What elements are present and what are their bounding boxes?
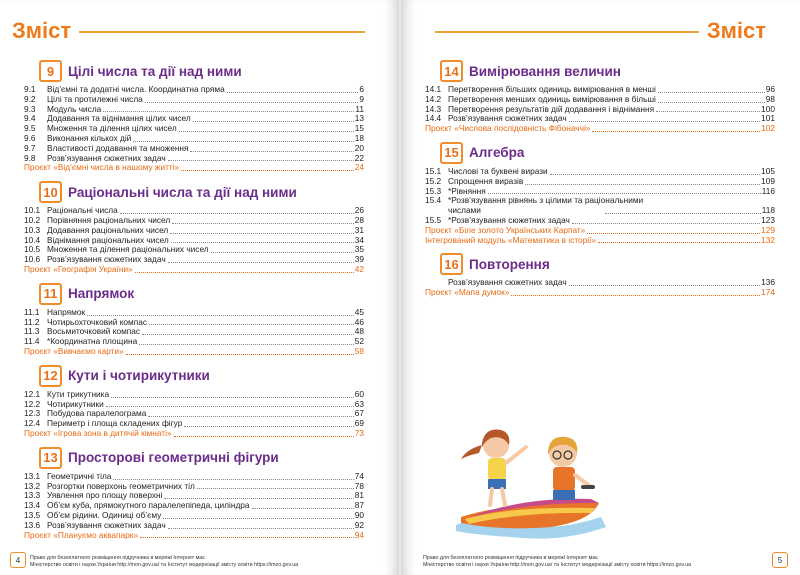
toc-item-text: Проєкт «Числова послідовність Фібоначчі» — [425, 123, 591, 134]
toc-item-text: *Координатна площина — [47, 336, 138, 347]
toc-leader-dots — [569, 285, 761, 286]
toc-item-text: Множення та ділення цілих чисел — [47, 123, 177, 134]
toc-page-number: 39 — [354, 254, 364, 265]
toc-page-number: 81 — [354, 490, 364, 501]
footer-line-1: Право для безоплатного розміщення підручника в мережі Інтернет має — [423, 555, 598, 561]
toc-page-number: 9 — [359, 93, 364, 104]
toc-page-number: 13 — [354, 113, 364, 124]
toc-project-link[interactable] — [425, 288, 775, 298]
toc-page-number: 60 — [354, 388, 364, 399]
right-page — [401, 0, 800, 575]
toc-item-text: Модуль числа — [47, 103, 102, 114]
chapter-section — [24, 447, 364, 541]
toc-page-number: 174 — [761, 287, 775, 298]
toc-item-number: 10.6 — [24, 254, 41, 265]
boat-wheel — [581, 485, 595, 489]
toc-item-text: Віднімання раціональних чисел — [47, 234, 169, 245]
children-on-boat-illustration — [451, 405, 611, 545]
right-header — [401, 18, 800, 44]
toc-leader-dots — [168, 262, 354, 263]
toc-leader-dots — [587, 233, 760, 234]
chapter-number-badge: 14 — [440, 60, 463, 82]
toc-leader-dots — [174, 436, 354, 437]
footer-note — [30, 555, 370, 569]
toc-leader-dots — [658, 92, 765, 93]
toc-leader-dots — [572, 223, 760, 224]
chapter-heading[interactable] — [24, 365, 364, 387]
toc-leader-dots — [605, 213, 760, 214]
toc-page-number: 11 — [355, 103, 364, 114]
toc-leader-dots — [211, 252, 354, 253]
toc-item-text: Чотирикутники — [47, 398, 104, 409]
toc-item-number: 10.2 — [24, 214, 41, 225]
toc-page-number: 73 — [354, 427, 364, 438]
toc-leader-dots — [168, 528, 354, 529]
toc-page-number: 116 — [761, 185, 775, 196]
toc-page-number: 24 — [354, 162, 364, 173]
toc-item-text: Спрощення виразів — [448, 175, 524, 186]
toc-leader-dots — [184, 426, 353, 427]
girl-arm — [506, 447, 526, 463]
page-title: Зміст — [706, 18, 766, 43]
toc-page-number: 34 — [354, 234, 364, 245]
toc-leader-dots — [148, 416, 353, 417]
chapter-title: Алгебра — [469, 145, 525, 161]
toc-page-number: 35 — [354, 244, 364, 255]
chapter-number-badge: 12 — [39, 365, 62, 387]
chapter-heading[interactable] — [425, 142, 775, 164]
chapter-section — [425, 253, 775, 298]
toc-page-number: 46 — [354, 316, 364, 327]
toc-item-number: 12.4 — [24, 418, 41, 429]
toc-item-text: Порівняння раціональних чисел — [47, 214, 171, 225]
toc-item-number: 9.3 — [24, 103, 36, 114]
toc-leader-dots — [164, 498, 353, 499]
footer-note — [423, 555, 763, 569]
toc-page-number: 123 — [761, 214, 775, 225]
footer-line-2: Міністерство освіти і науки України http://mon.gov.ua/ та Інститут модернізації змісту освіти https://imzo.gov.ua — [30, 562, 299, 568]
toc-leader-dots — [658, 102, 765, 103]
toc-page-number: 52 — [354, 336, 364, 347]
page-number: 5 — [772, 552, 788, 568]
chapter-title: Вимірювання величин — [469, 63, 621, 79]
toc-page-number: 92 — [354, 519, 364, 530]
toc-item-number: 9.2 — [24, 93, 36, 104]
toc-leader-dots — [181, 170, 354, 171]
toc-leader-dots — [171, 242, 354, 243]
toc-leader-dots — [488, 193, 761, 194]
toc-item-number: 13.5 — [24, 509, 41, 520]
chapter-number-badge: 15 — [440, 142, 463, 164]
toc-item-text: Множення та ділення раціональних чисел — [47, 244, 209, 255]
toc-item-number: 14.2 — [425, 93, 442, 104]
footer-line-1: Право для безоплатного розміщення підручника в мережі Інтернет має — [30, 555, 205, 561]
chapter-heading[interactable] — [24, 60, 364, 82]
toc-item-text: Розв’язування сюжетних задач — [448, 277, 567, 288]
toc-item-number: 13.1 — [24, 470, 41, 481]
toc-item-number: 10.5 — [24, 244, 41, 255]
toc-item-text: Геометричні тіла — [47, 470, 112, 481]
toc-item-text: Периметр і площа складених фігур — [47, 418, 183, 429]
toc-leader-dots — [525, 184, 760, 185]
toc-page-number: 74 — [354, 470, 364, 481]
toc-leader-dots — [592, 131, 760, 132]
header-rule — [435, 31, 699, 33]
toc-page-number: 118 — [761, 205, 776, 216]
toc-item-text: Проєкт «Географія України» — [24, 263, 133, 274]
chapter-heading[interactable] — [425, 60, 775, 82]
toc-leader-dots — [126, 354, 354, 355]
toc-item-text: Перетворення більших одиниць вимірювання в менші — [448, 84, 656, 94]
toc-page-number: 102 — [761, 123, 775, 134]
toc-page-number: 48 — [354, 326, 364, 337]
chapter-section — [425, 142, 775, 245]
toc-leader-dots — [550, 174, 760, 175]
toc-item-text: Розв’язування сюжетних задач — [47, 519, 166, 530]
toc-item-text: Числові та буквені вирази — [448, 165, 548, 176]
chapter-title: Напрямок — [68, 286, 135, 302]
chapter-number-badge: 11 — [39, 283, 62, 305]
toc-item-text: Восьмиточковий компас — [47, 326, 141, 337]
toc-page-number: 132 — [761, 234, 775, 245]
toc-page-number: 129 — [761, 224, 775, 235]
toc-item-number: 10.4 — [24, 234, 41, 245]
toc-leader-dots — [140, 537, 354, 538]
toc-item-number: 13.4 — [24, 500, 41, 511]
toc-page-number: 15 — [354, 123, 364, 134]
page-number: 4 — [10, 552, 26, 568]
chapter-section — [24, 60, 364, 173]
toc-item-text: Проєкт «Біле золото Українських Карпат» — [425, 224, 586, 235]
toc-integration-link[interactable] — [425, 236, 775, 246]
toc-page-number: 22 — [354, 152, 364, 163]
toc-item-number: 11.4 — [24, 336, 40, 347]
toc-item-number: 11.1 — [24, 306, 40, 317]
toc-item-text: Додавання та віднімання цілих чисел — [47, 113, 191, 124]
chapter-number-badge: 10 — [39, 181, 62, 203]
toc-page-number: 100 — [761, 103, 775, 114]
toc-page-number: 87 — [354, 500, 364, 511]
toc-item-number: 11.3 — [24, 326, 40, 337]
toc-item-number: 15.3 — [425, 185, 442, 196]
toc-item-text-continued: числами — [448, 205, 481, 216]
toc-page-number: 28 — [354, 214, 364, 225]
toc-page-number: 26 — [354, 205, 364, 216]
toc-leader-dots — [227, 92, 359, 93]
toc-item-number: 9.1 — [24, 84, 36, 94]
toc-item-text: *Розв’язування сюжетних задач — [448, 214, 570, 225]
toc-item-text: Перетворення результатів дій додавання і віднімання — [448, 103, 655, 114]
toc-item-text: Інтегрований модуль «Математика в історії» — [425, 234, 597, 245]
toc-page-number: 98 — [765, 93, 775, 104]
toc-item-number: 13.3 — [24, 490, 41, 501]
toc-item-text: Проєкт «Вивчаємо карти» — [24, 345, 124, 356]
toc-leader-dots — [113, 479, 353, 480]
toc-leader-dots — [598, 242, 760, 243]
toc-item-text: Розв’язування сюжетних задач — [47, 254, 166, 265]
right-toc — [425, 60, 775, 306]
toc-page-number: 67 — [354, 408, 364, 419]
girl-legs — [490, 489, 505, 505]
toc-leader-dots — [197, 488, 354, 489]
toc-page-number: 94 — [354, 529, 364, 540]
toc-project-link[interactable] — [24, 531, 364, 541]
toc-page-number: 58 — [354, 345, 364, 356]
left-page — [0, 0, 399, 575]
toc-item-text: Чотирьохточковий компас — [47, 316, 147, 327]
toc-item-number: 10.1 — [24, 205, 41, 216]
header-rule — [79, 31, 365, 33]
toc-project-link[interactable] — [24, 163, 364, 173]
toc-leader-dots — [87, 315, 354, 316]
chapter-heading[interactable] — [425, 253, 775, 275]
toc-leader-dots — [111, 397, 354, 398]
toc-page-number: 96 — [765, 84, 775, 94]
toc-leader-dots — [135, 272, 354, 273]
toc-leader-dots — [133, 141, 353, 142]
chapter-title: Просторові геометричні фігури — [68, 450, 279, 466]
toc-item-text: Проєкт «Від’ємні числа в нашому житті» — [24, 162, 180, 173]
toc-item-text: Розв’язування сюжетних задач — [448, 113, 567, 124]
toc-page-number: 136 — [761, 277, 775, 288]
toc-item-text-block — [448, 196, 775, 216]
chapter-number-badge: 16 — [440, 253, 463, 275]
toc-item-text: Об’єм рідини. Одиниці об’єму — [47, 509, 162, 520]
left-toc — [24, 60, 364, 548]
toc-item[interactable] — [425, 196, 775, 216]
toc-project-link[interactable] — [24, 265, 364, 275]
toc-item-number: 9.5 — [24, 123, 36, 134]
toc-item-text: Додавання раціональних чисел — [47, 224, 169, 235]
toc-item-text: Властивості додавання та множення — [47, 142, 189, 153]
toc-item-number: 12.3 — [24, 408, 41, 419]
toc-item-text: Виконання кількох дій — [47, 132, 132, 143]
toc-page-number: 42 — [354, 263, 364, 274]
toc-project-link[interactable] — [24, 347, 364, 357]
toc-page-number: 20 — [354, 142, 364, 153]
chapter-section — [425, 60, 775, 134]
toc-item-text: Розгортки поверхонь геометричних тіл — [47, 480, 195, 491]
toc-leader-dots — [511, 295, 760, 296]
footer-line-2: Міністерство освіти і науки України http://mon.gov.ua/ та Інститут модернізації змісту освіти https://imzo.gov.ua — [423, 562, 692, 568]
toc-item-text: Кути трикутника — [47, 388, 110, 399]
toc-leader-dots — [120, 213, 354, 214]
girl-braid — [461, 445, 482, 459]
toc-leader-dots — [172, 223, 354, 224]
toc-leader-dots — [168, 160, 354, 161]
toc-leader-dots — [252, 508, 354, 509]
toc-item-text: Розв’язування сюжетних задач — [47, 152, 166, 163]
toc-item-number: 9.6 — [24, 132, 36, 143]
toc-leader-dots — [142, 334, 354, 335]
boy-shirt — [553, 467, 575, 491]
toc-page-number: 63 — [354, 398, 364, 409]
chapter-title: Раціональні числа та дії над ними — [68, 184, 297, 200]
toc-item-number: 14.1 — [425, 84, 442, 94]
toc-page-number: 78 — [354, 480, 364, 491]
toc-item-text: Уявлення про площу поверхні — [47, 490, 163, 501]
toc-item-text: Від’ємні та додатні числа. Координатна пряма — [47, 84, 225, 94]
toc-item-text: Проєкт «Ігрова зона в дитячій кімнаті» — [24, 427, 172, 438]
chapter-heading[interactable] — [24, 181, 364, 203]
chapter-title: Цілі числа та дії над ними — [68, 63, 242, 79]
toc-leader-dots — [193, 121, 354, 122]
toc-item-text: Об’єм куба, прямокутного паралелепіпеда, циліндра — [47, 500, 250, 511]
toc-project-link[interactable] — [425, 124, 775, 134]
toc-leader-dots — [179, 131, 354, 132]
toc-item-number: 9.7 — [24, 142, 36, 153]
toc-item-text: Напрямок — [47, 306, 86, 317]
toc-item-number: 12.2 — [24, 398, 41, 409]
toc-item-number: 15.1 — [425, 165, 442, 176]
chapter-number-badge: 9 — [39, 60, 62, 82]
toc-leader-dots — [106, 406, 354, 407]
toc-item-text: Побудова паралелограма — [47, 408, 147, 419]
chapter-section — [24, 181, 364, 275]
toc-item-number: 12.1 — [24, 388, 41, 399]
left-header — [0, 18, 399, 44]
girl-shirt — [488, 458, 506, 480]
chapter-heading[interactable] — [24, 447, 364, 469]
toc-leader-dots — [170, 233, 354, 234]
toc-item-number: 15.4 — [425, 195, 442, 206]
boy-shorts — [553, 490, 575, 500]
toc-leader-dots — [145, 102, 359, 103]
toc-item-number: 13.2 — [24, 480, 41, 491]
toc-page-number: 101 — [761, 113, 775, 124]
toc-item-number: 11.2 — [24, 316, 40, 327]
toc-page-number: 31 — [354, 224, 364, 235]
toc-item-text: Раціональні числа — [47, 205, 118, 216]
toc-leader-dots — [163, 518, 353, 519]
toc-page-number: 18 — [354, 132, 364, 143]
toc-page-number: 6 — [359, 84, 364, 94]
toc-page-number: 109 — [761, 175, 775, 186]
toc-item-number: 13.6 — [24, 519, 41, 530]
toc-item-text: Проєкт «Плануємо аквапарк» — [24, 529, 139, 540]
toc-leader-dots — [656, 111, 760, 112]
toc-item-number: 14.4 — [425, 113, 442, 124]
toc-page-number: 105 — [761, 165, 775, 176]
toc-page-number: 90 — [354, 509, 364, 520]
chapter-section — [24, 283, 364, 357]
toc-item-text: Перетворення менших одиниць вимірювання в більші — [448, 93, 656, 104]
toc-item-number: 9.4 — [24, 113, 36, 124]
toc-leader-dots — [103, 111, 354, 112]
toc-leader-dots — [569, 121, 761, 122]
toc-item-text: Цілі та протилежні числа — [47, 93, 143, 104]
toc-item-number: 14.3 — [425, 103, 442, 114]
page-title: Зміст — [12, 18, 72, 43]
chapter-section — [24, 365, 364, 439]
toc-item-text: Проєкт «Мапа думок» — [425, 287, 510, 298]
chapter-title: Кути і чотирикутники — [68, 368, 210, 384]
toc-item-text: *Рівняння — [448, 185, 486, 196]
chapter-heading[interactable] — [24, 283, 364, 305]
toc-page-number: 45 — [354, 306, 364, 317]
toc-project-link[interactable] — [24, 429, 364, 439]
toc-item-number: 15.5 — [425, 214, 442, 225]
toc-item-number: 9.8 — [24, 152, 36, 163]
toc-page-number: 69 — [354, 418, 364, 429]
toc-item-number: 10.3 — [24, 224, 41, 235]
toc-item-text: *Розв’язування рівнянь з цілими та раціональними — [448, 195, 644, 206]
chapter-title: Повторення — [469, 256, 550, 272]
toc-leader-dots — [190, 151, 353, 152]
toc-item-number: 15.2 — [425, 175, 442, 186]
toc-leader-dots — [139, 344, 354, 345]
chapter-number-badge: 13 — [39, 447, 62, 469]
toc-leader-dots — [149, 324, 354, 325]
